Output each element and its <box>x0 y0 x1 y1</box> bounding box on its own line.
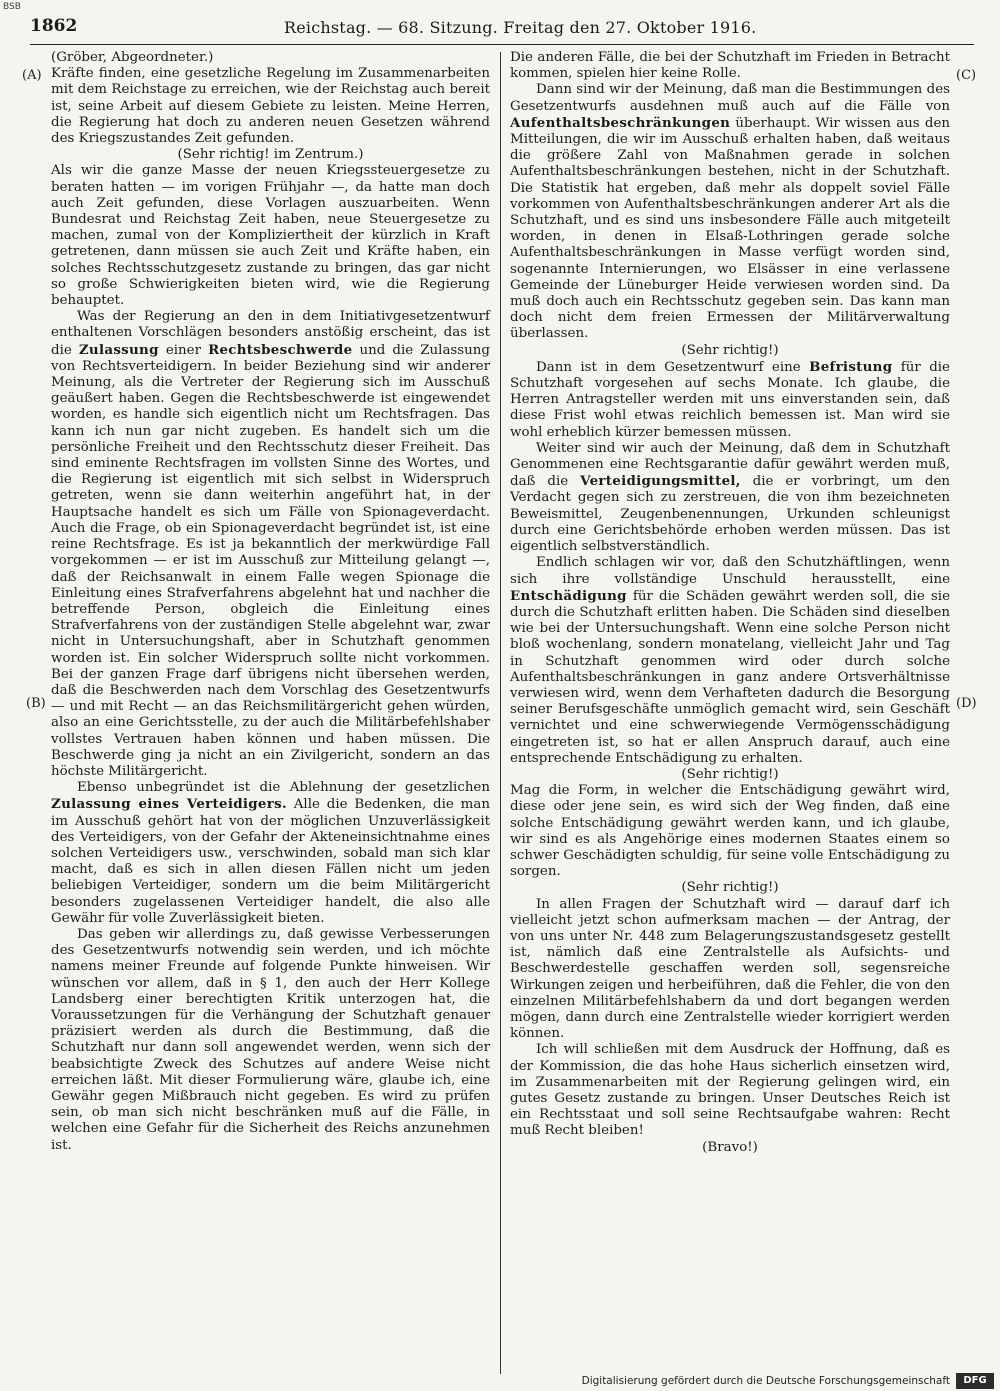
column-divider <box>500 52 501 1374</box>
interjection: (Sehr richtig! im Zentrum.) <box>177 147 364 163</box>
emphasis: Entschädigung <box>510 587 627 604</box>
paragraph: Mag die Form, in welcher die Entschädigung gewährt wird, diese oder jene sein, es wird sich der Weg finden, daß eine solche Entschädigung gewährt werden kann, und ich glaube, wir sind es als Angehörige eines modernen Staates einem so schwer Geschädigten schuldig, für seine volle Entschädigung zu sorgen. <box>510 783 950 880</box>
running-title: Reichstag. — 68. Sitzung. Freitag den 27. Oktober 1916. <box>284 18 757 37</box>
paragraph: Ebenso unbegründet ist die Ablehnung der gesetzlichen Zulassung eines Verteidigers. Alle die Bedenken, die man im Ausschuß gehört hat von der möglichen Unzuverlässigkeit des Verteidigers, von der Gefahr der Akteneinsichtnahme eines solchen Verteidigers usw., verschwinden, sobald man sich klar macht, daß es sich in allen diesen Fällen nicht um jeden beliebigen Verteidiger, sondern um die beim Militärgericht besonders zugelassenen Verteidiger handelt, die also alle Gewähr für volle Zuverlässigkeit bieten. <box>51 780 490 926</box>
emphasis: Aufenthaltsbeschränkungen <box>510 114 731 131</box>
paragraph: Das geben wir allerdings zu, daß gewisse Verbesserungen des Gesetzentwurfs notwendig sein werden, und ich möchte namens meiner Freunde auf folgende Punkte hinweisen. Wir wünschen vor allem, daß in § 1, den auch der Herr Kollege Landsberg einer berechtigten Kritik unterzogen hat, die Voraussetzungen für die Verhängung der Schutzhaft genauer präzisiert werden als durch die Bestimmung, daß die Schutzhaft nur dann soll angewendet werden, wenn sich der beabsichtigte Zweck des Schutzes auf andere Weise nicht erreichen läßt. Mit dieser Formulierung wäre, glaube ich, eine Gewähr gegen Mißbrauch nicht gegeben. Es wird zu prüfen sein, ob man sich nicht beschränken muß auf die Fälle, in welchen eine Gefahr für die Sicherheit des Reichs anzunehmen ist. <box>51 926 490 1153</box>
paragraph: Als wir die ganze Masse der neuen Kriegssteuergesetze zu beraten hatten — im vorigen Frühjahr —, da hatte man doch auch Zeit gefunden, diese Vorlagen auszuarbeiten. Wenn Bundesrat und Reichstag Zeit haben, neue Steuergesetze zu machen, zumal von der Kompliziertheit der kürzlich in Kraft getretenen, dann müssen sie auch Zeit und Kräfte haben, ein solches Rechtsschutzgesetz zustande zu bringen, das gar nicht so große Schwierigkeiten bieten wird, wie die Regierung behauptet. <box>51 163 490 309</box>
page-number: 1862 <box>30 16 78 36</box>
paragraph: Ich will schließen mit dem Ausdruck der Hoffnung, daß es der Kommission, die das hohe Haus sicherlich einsetzen wird, im Zusammenarbeiten mit der Regierung gelingen wird, ein gutes Gesetz zustande zu bringen. Unser Deutsches Reich ist ein Rechtsstaat und soll seine Rechtsaufgabe wahren: Recht muß Recht bleiben! <box>510 1042 950 1139</box>
margin-marker-b: (B) <box>26 696 46 711</box>
library-mark: BSB <box>3 2 21 12</box>
margin-marker-a: (A) <box>22 68 42 83</box>
paragraph: Was der Regierung an den in dem Initiativgesetzentwurf enthaltenen Vorschlägen besonders anstößig erscheint, das ist die Zulassung einer Rechtsbeschwerde und die Zulassung von Rechtsverteidigern. In beider Beziehung sind wir anderer Meinung, als die Vertreter der Regierung sich im Ausschuß geäußert haben. Gegen die Rechtsbeschwerde ist eingewendet worden, es handle sich eigentlich nicht um Rechtsfragen. Das kann ich nun gar nicht zugeben. Es handelt sich um die persönliche Freiheit und den Rechtsschutz dieser Freiheit. Das sind eminente Rechtsfragen im vollsten Sinne des Wortes, und die Regierung ist eigentlich mit sich selbst in Widerspruch getreten, wenn sie dann weiterhin angeführt hat, in der Hauptsache handelt es sich um Fälle von Spionageverdacht. Auch die Frage, ob ein Spionageverdacht begründet ist, ist eine reine Rechtsfrage. Es ist ja bekanntlich der merkwürdige Fall vorgekommen — er ist im Ausschuß zur Mitteilung gelangt —, daß der Reichsanwalt in einem Falle wegen Spionage die Einleitung eines Strafverfahrens abgelehnt hat und nachher die betreffende Person, obgleich die Einleitung eines Strafverfahrens von der zuständigen Stelle abgelehnt war, zwar nicht in Untersuchungshaft, aber in Schutzhaft genommen worden ist. Ein solcher Widerspruch sollte nicht vorkommen. Bei der ganzen Frage darf übrigens nicht übersehen werden, daß die Beschwerden nach dem Vorschlag des Gesetzentwurfs — und mit Recht — an das Reichsmilitärgericht gehen würden, also an eine Gerichtsstelle, zu der auch die Militärbefehlshaber vollstes Vertrauen haben können und haben müssen. Die Beschwerde ging ja nicht an ein Zivilgericht, sondern an das höchste Militärgericht. <box>51 309 490 779</box>
right-column <box>510 50 950 1156</box>
paragraph: Die anderen Fälle, die bei der Schutzhaft im Frieden in Betracht kommen, spielen hier keine Rolle. <box>510 50 950 82</box>
speaker-label: (Gröber, Abgeordneter.) <box>51 50 214 65</box>
left-column <box>51 50 490 1154</box>
dfg-logo: DFG <box>956 1373 994 1389</box>
footer <box>0 1372 1000 1391</box>
interjection: (Sehr richtig!) <box>681 342 779 358</box>
funding-note: Digitalisierung gefördert durch die Deutsche Forschungsgemeinschaft <box>581 1375 950 1387</box>
header-rule <box>30 44 974 45</box>
interjection: (Sehr richtig!) <box>681 766 779 782</box>
paragraph: Kräfte finden, eine gesetzliche Regelung im Zusammenarbeiten mit dem Reichstage zu erreichen, wie der Reichstag auch bereit ist, seine Arbeit auf diesem Gebiete zu leisten. Meine Herren, die Regierung hat doch zu anderen neuen Gesetzen während des Kriegszustandes Zeit gefunden. <box>51 66 490 147</box>
paragraph: In allen Fragen der Schutzhaft wird — darauf darf ich vielleicht jetzt schon aufmerksam machen — der Antrag, der von uns unter Nr. 448 zum Belagerungszustandsgesetz gestellt ist, nämlich daß eine Zentralstelle als Aufsichts- und Beschwerdestelle geschaffen werden soll, segensreiche Wirkungen zeigen und herbeiführen, daß die Fehler, die von den einzelnen Militärbefehlshabern da und dort begangen werden mögen, dann durch eine Zentralstelle wieder korrigiert werden können. <box>510 896 950 1042</box>
emphasis: Zulassung <box>78 341 159 358</box>
emphasis: Verteidigungsmittel, <box>580 473 741 490</box>
margin-marker-c: (C) <box>956 68 977 83</box>
interjection: (Sehr richtig!) <box>681 880 779 896</box>
emphasis: Rechtsbeschwerde <box>208 341 353 358</box>
page-header <box>30 16 970 44</box>
margin-marker-d: (D) <box>956 696 977 711</box>
paragraph: Dann ist in dem Gesetzentwurf eine Befristung für die Schutzhaft vorgesehen auf sechs Monate. Ich glaube, die Herren Antragsteller werden mit uns einverstanden sein, daß diese Frist wohl etwas reichlich bemessen ist. Man wird sie wohl erheblich kürzer bemessen müssen. <box>510 358 950 440</box>
emphasis: Befristung <box>809 358 893 375</box>
paragraph: Endlich schlagen wir vor, daß den Schutzhäftlingen, wenn sich ihre vollständige Unschuld herausstellt, eine Entschädigung für die Schäden gewährt werden soll, die sie durch die Schutzhaft erlitten haben. Die Schäden sind dieselben wie bei der Untersuchungshaft. Wenn eine solche Person nicht bloß wochenlang, sondern monatelang, vielleicht Jahr und Tag in Schutzhaft genommen wird oder durch solche Aufenthaltsbeschränkungen in ganz andere Ortsverhältnisse verwiesen wird, wenn dem Verhafteten dadurch die Besorgung seiner Berufsgeschäfte unmöglich gemacht wird, sein Geschäft vernichtet und eine schwerwiegende Vermögensschädigung eingetreten ist, so hat er allen Anspruch darauf, auch eine entsprechende Entschädigung zu erhalten. <box>510 555 950 766</box>
paragraph: Dann sind wir der Meinung, daß man die Bestimmungen des Gesetzentwurfs ausdehnen muß auch auf die Fälle von Aufenthaltsbeschränkungen überhaupt. Wir wissen aus den Mitteilungen, die wir im Ausschuß erhalten haben, daß weitaus die größere Zahl von Maßnahmen gerade in solchen Aufenthaltsbeschränkungen bestehen, nicht in der Schutzhaft. Die Statistik hat ergeben, daß mehr als doppelt soviel Fälle vorkommen von Aufenthaltsbeschränkungen anderer Art als die Schutzhaft, und es sind uns insbesondere Fälle auch mitgeteilt worden, in denen in Elsaß-Lothringen gerade solche Aufenthaltsbeschränkungen in Masse verfügt worden sind, sogenannte Internierungen, wo Elsässer in eine verlassene Gemeinde der Lüneburger Heide verwiesen worden sind. Da muß doch auch ein Rechtsschutz gegeben sein. Das kann man doch nicht dem freien Ermessen der Militärverwaltung überlassen. <box>510 82 950 342</box>
paragraph: Weiter sind wir auch der Meinung, daß dem in Schutzhaft Genommenen eine Rechtsgarantie dafür gewährt werden muß, daß die Verteidigungsmittel, die er vorbringt, um den Verdacht gegen sich zu zerstreuen, die von ihm bezeichneten Beweismittel, Zeugenbenennungen, Urkunden schleunigst durch eine Gerichtsbehörde erhoben werden müssen. Das ist eigentlich selbstverständlich. <box>510 440 950 555</box>
interjection: (Bravo!) <box>702 1139 758 1155</box>
emphasis: Zulassung eines Verteidigers. <box>51 796 287 813</box>
